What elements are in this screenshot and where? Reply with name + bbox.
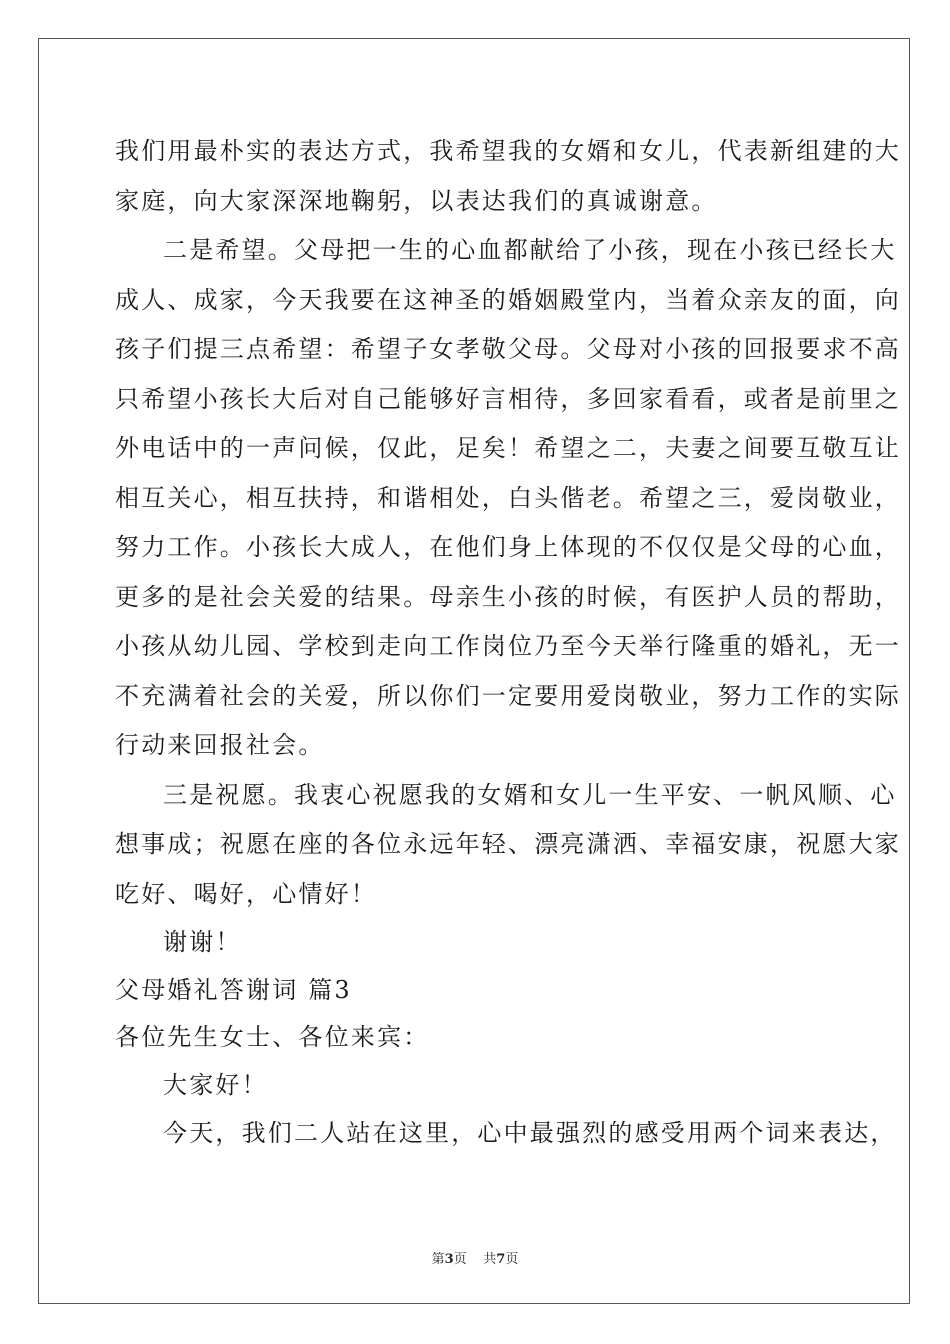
paragraph-line: 不充满着社会的关爱，所以你们一定要用爱岗敬业，努力工作的实际 (115, 681, 901, 710)
paragraph-line: 成人、成家，今天我要在这神圣的婚姻殿堂内，当着众亲友的面，向 (115, 285, 901, 314)
paragraph-line: 想事成；祝愿在座的各位永远年轻、漂亮潇洒、幸福安康，祝愿大家 (115, 830, 901, 858)
paragraph-line: 孩子们提三点希望：希望子女孝敬父母。父母对小孩的回报要求不高 (115, 335, 901, 363)
thanks-line: 谢谢！ (163, 928, 242, 956)
page-prefix: 第 (431, 1252, 445, 1267)
paragraph-line: 更多的是社会关爱的结果。母亲生小孩的时候，有医护人员的帮助， (115, 582, 901, 611)
paragraph-line: 行动来回报社会。 (115, 731, 325, 759)
paragraph-line: 外电话中的一声问候，仅此，足矣！希望之二，夫妻之间要互敬互让 (115, 434, 901, 462)
paragraph-line: 我们用最朴实的表达方式，我希望我的女婿和女儿，代表新组建的大 (115, 137, 901, 165)
paragraph-line: 三是祝愿。我衷心祝愿我的女婿和女儿一生平安、一帆风顺、心 (163, 780, 897, 809)
paragraph-line: 努力工作。小孩长大成人，在他们身上体现的不仅仅是父母的心血， (115, 533, 901, 561)
greeting-line: 大家好！ (163, 1070, 268, 1099)
paragraph-line: 吃好、喝好，心情好！ (115, 879, 377, 908)
paragraph-line: 家庭，向大家深深地鞠躬，以表达我们的真诚谢意。 (115, 186, 718, 215)
paragraph-line: 小孩从幼儿园、学校到走向工作岗位乃至今天举行隆重的婚礼，无一 (115, 632, 901, 660)
page-suffix: 页 (453, 1252, 467, 1267)
page-number: 3 (444, 1252, 454, 1267)
paragraph-line: 二是希望。父母把一生的心血都献给了小孩，现在小孩已经长大 (163, 236, 897, 264)
total-pages: 7 (496, 1252, 506, 1267)
total-prefix: 共 (483, 1252, 497, 1267)
total-suffix: 页 (505, 1252, 519, 1267)
section-heading: 父母婚礼答谢词 篇3 (115, 975, 352, 1004)
page-footer (0, 1248, 950, 1267)
paragraph-line: 今天，我们二人站在这里，心中最强烈的感受用两个词来表达， (163, 1119, 897, 1147)
paragraph-line: 相互关心，相互扶持，和谐相处，白头偕老。希望之三，爱岗敬业， (115, 483, 901, 512)
paragraph-line: 只希望小孩长大后对自己能够好言相待，多回家看看，或者是前里之 (115, 384, 901, 413)
salutation-line: 各位先生女士、各位来宾： (115, 1023, 430, 1051)
document-body (115, 127, 901, 1159)
